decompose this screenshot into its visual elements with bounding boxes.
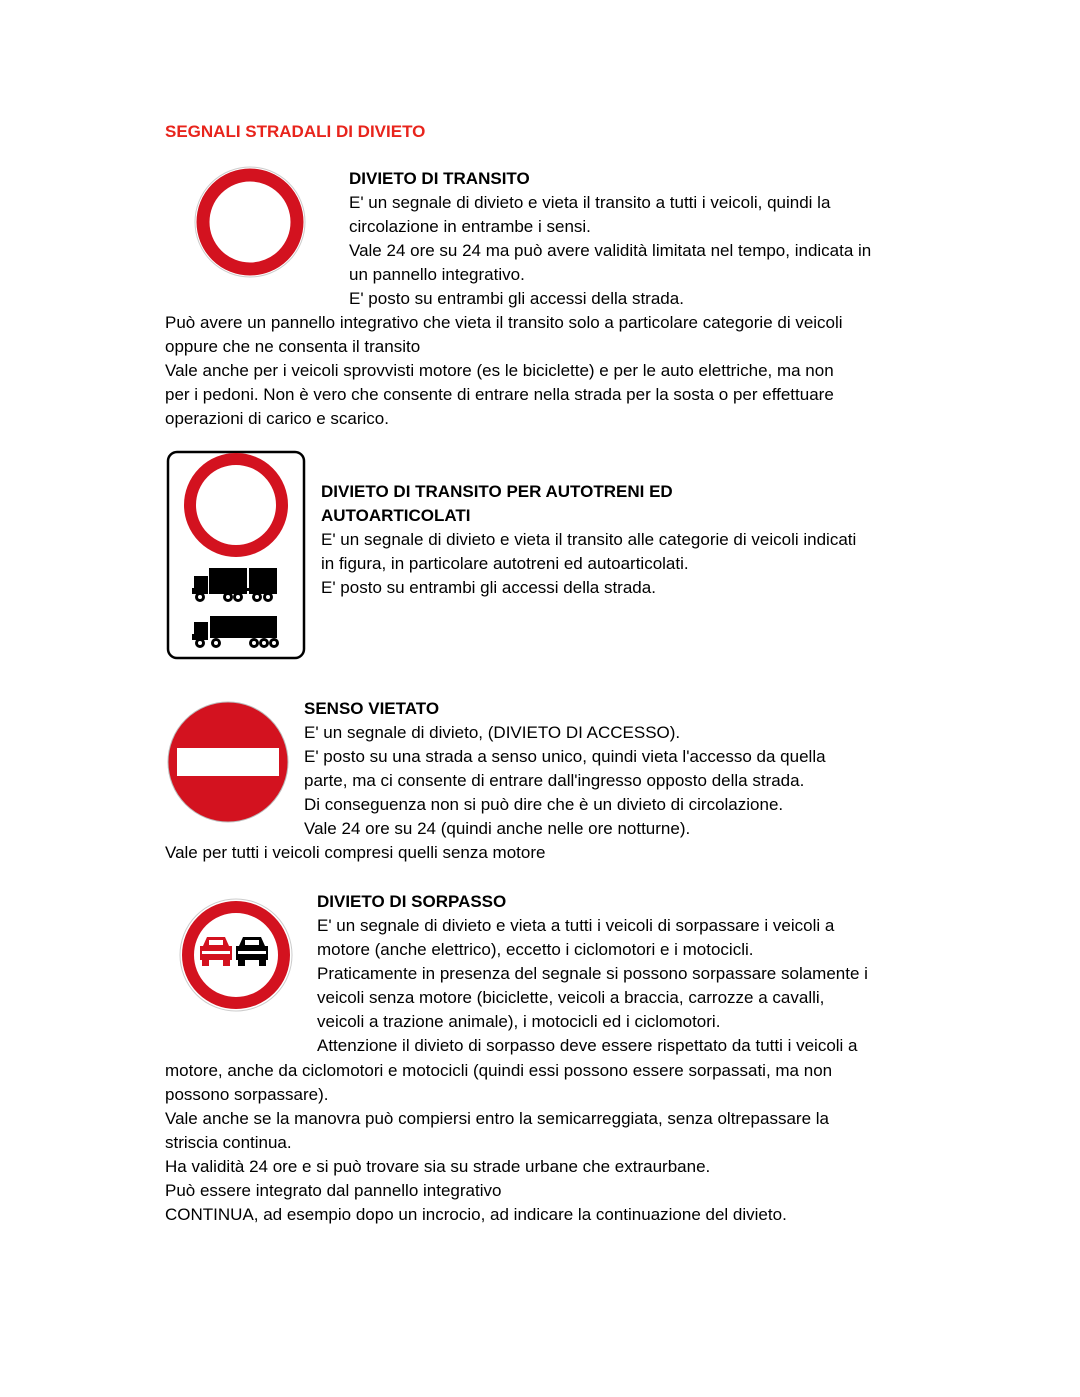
text-line: CONTINUA, ad esempio dopo un incrocio, ad indicare la continuazione del divieto. xyxy=(165,1205,787,1224)
text-line: in figura, in particolare autotreni ed autoarticolati. xyxy=(321,554,689,573)
text-line: Vale 24 ore su 24 ma può avere validità limitata nel tempo, indicata in xyxy=(349,241,872,260)
text-line: Può essere integrato dal pannello integrativo xyxy=(165,1181,502,1200)
text-line: veicoli senza motore (biciclette, veicoli a braccia, carrozze a cavalli, xyxy=(317,988,825,1007)
section-overtaking-intro xyxy=(317,890,868,1058)
text-line: circolazione in entrambe i sensi. xyxy=(349,217,591,236)
text-line: E' un segnale di divieto e vieta a tutti i veicoli di sorpassare i veicoli a xyxy=(317,916,835,935)
text-line: Attenzione il divieto di sorpasso deve essere rispettato da tutti i veicoli a xyxy=(317,1036,858,1055)
text-line: Ha validità 24 ore e si può trovare sia su strade urbane che extraurbane. xyxy=(165,1157,711,1176)
section-heading: SENSO VIETATO xyxy=(304,699,440,718)
section-heading: AUTOARTICOLATI xyxy=(321,506,471,525)
text-line: E' posto su entrambi gli accessi della strada. xyxy=(349,289,684,308)
section-heading: DIVIETO DI TRANSITO PER AUTOTRENI ED xyxy=(321,482,673,501)
text-line: un pannello integrativo. xyxy=(349,265,525,284)
text-line: per i pedoni. Non è vero che consente di entrare nella strada per la sosta o per effettuare xyxy=(165,385,834,404)
section-transit-intro xyxy=(349,167,871,311)
section-overtaking-body xyxy=(165,1059,832,1227)
text-line: oppure che ne consenta il transito xyxy=(165,337,421,356)
section-no-entry-body xyxy=(165,841,545,865)
text-line: E' posto su entrambi gli accessi della strada. xyxy=(321,578,656,597)
text-line: Vale per tutti i veicoli compresi quelli senza motore xyxy=(165,843,546,862)
section-heading: DIVIETO DI SORPASSO xyxy=(317,892,507,911)
section-no-entry-intro xyxy=(304,697,826,841)
no-trucks-sign-icon xyxy=(166,450,306,660)
text-line: E' un segnale di divieto e vieta il transito alle categorie di veicoli indicati xyxy=(321,530,857,549)
text-line: striscia continua. xyxy=(165,1133,292,1152)
text-line: parte, ma ci consente di entrare dall'ingresso opposto della strada. xyxy=(304,771,805,790)
text-line: veicoli a trazione animale), i motocicli ed i ciclomotori. xyxy=(317,1012,721,1031)
text-line: possono sorpassare). xyxy=(165,1085,329,1104)
text-line: E' un segnale di divieto e vieta il transito a tutti i veicoli, quindi la xyxy=(349,193,831,212)
text-line: Vale anche per i veicoli sprovvisti motore (es le biciclette) e per le auto elettriche, ma non xyxy=(165,361,834,380)
section-trucks xyxy=(321,480,856,600)
no-transit-sign-icon xyxy=(194,166,306,278)
text-line: Può avere un pannello integrativo che vieta il transito solo a particolare categorie di veicoli xyxy=(165,313,843,332)
no-entry-sign-icon xyxy=(167,701,289,823)
section-transit-body xyxy=(165,311,843,431)
text-line: operazioni di carico e scarico. xyxy=(165,409,389,428)
text-line: Praticamente in presenza del segnale si possono sorpassare solamente i xyxy=(317,964,868,983)
text-line: Vale 24 ore su 24 (quindi anche nelle ore notturne). xyxy=(304,819,691,838)
text-line: Di conseguenza non si può dire che è un divieto di circolazione. xyxy=(304,795,784,814)
text-line: E' un segnale di divieto, (DIVIETO DI ACCESSO). xyxy=(304,723,681,742)
section-heading: DIVIETO DI TRANSITO xyxy=(349,169,530,188)
no-overtaking-sign-icon xyxy=(179,898,293,1012)
text-line: Vale anche se la manovra può compiersi entro la semicarreggiata, senza oltrepassare la xyxy=(165,1109,829,1128)
text-line: motore, anche da ciclomotori e motocicli (quindi essi possono essere sorpassati, ma non xyxy=(165,1061,833,1080)
text-line: motore (anche elettrico), eccetto i ciclomotori e i motocicli. xyxy=(317,940,754,959)
text-line: E' posto su una strada a senso unico, quindi vieta l'accesso da quella xyxy=(304,747,826,766)
page-title: SEGNALI STRADALI DI DIVIETO xyxy=(165,122,426,141)
